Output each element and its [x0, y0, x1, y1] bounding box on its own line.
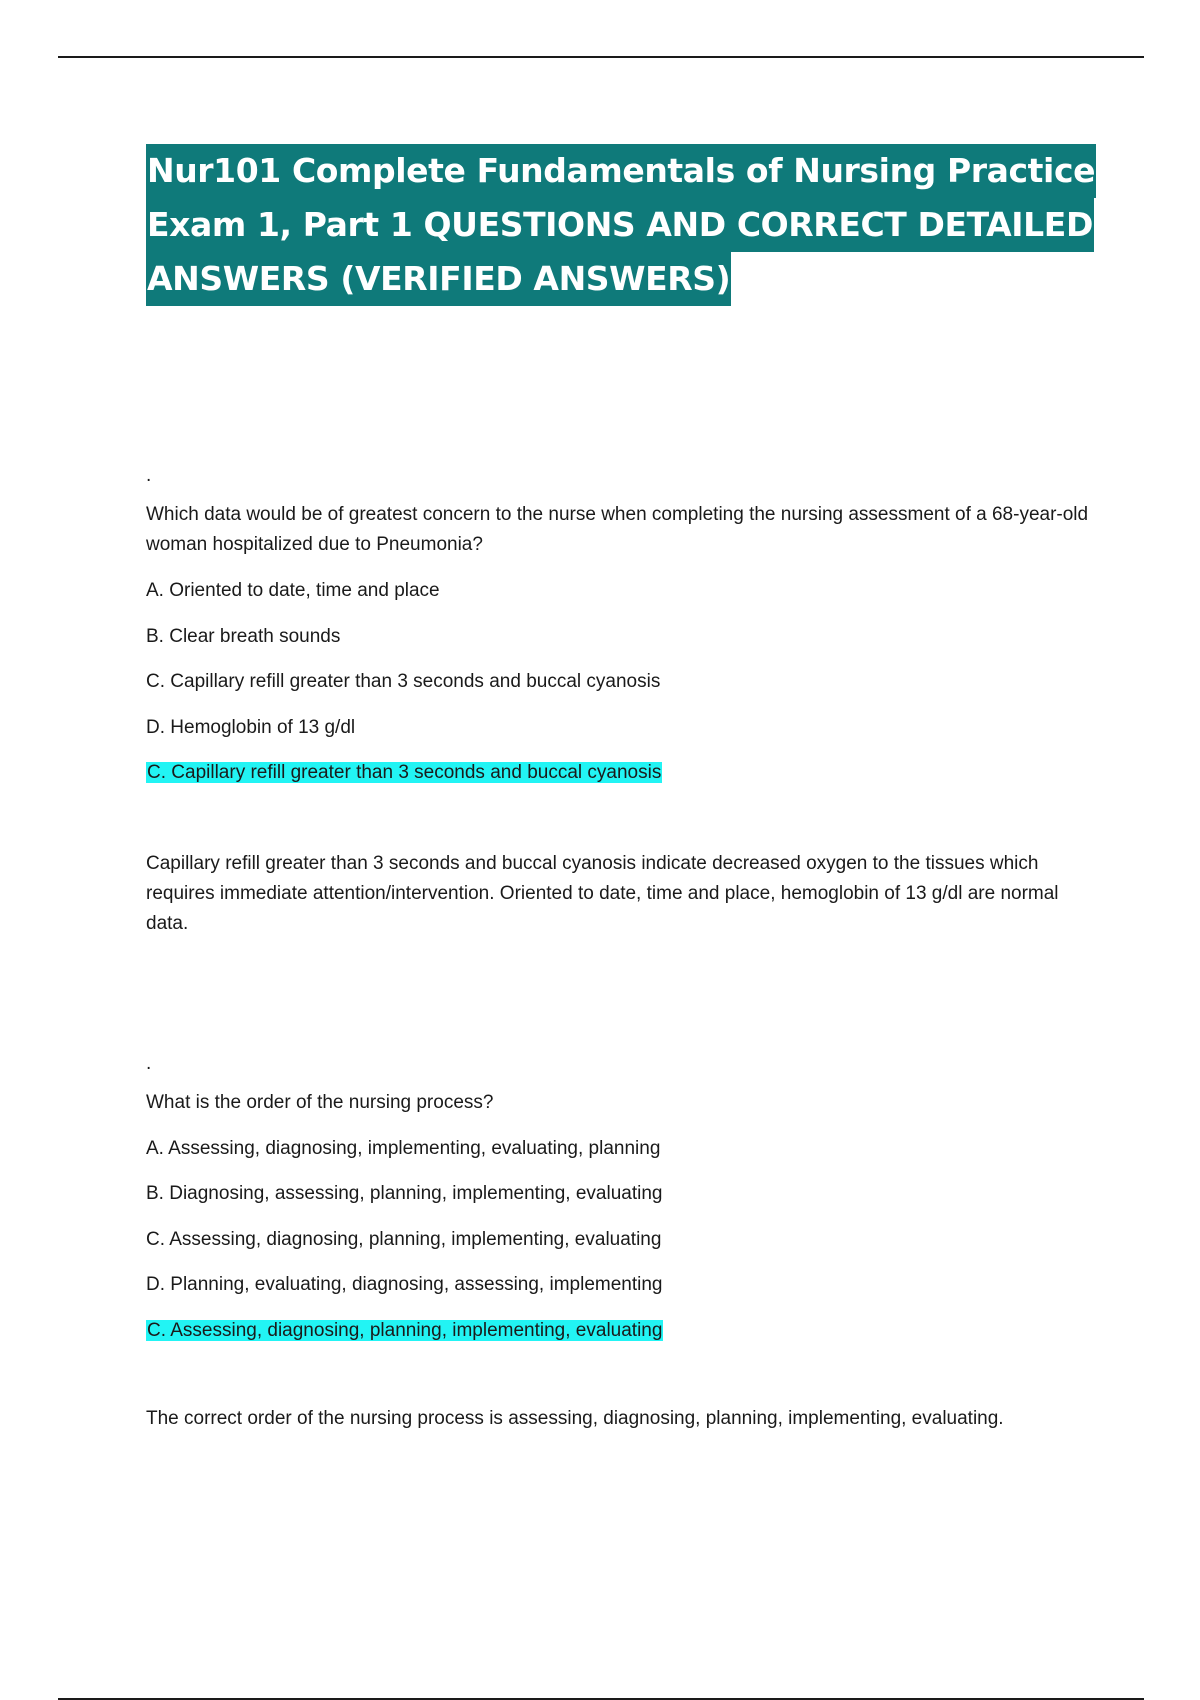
question-1-marker: . — [146, 465, 152, 486]
question-2-option-b: B. Diagnosing, assessing, planning, implementing, evaluating — [146, 1183, 663, 1204]
document-title — [146, 144, 1096, 306]
title-line-1: Nur101 Complete Fundamentals of Nursing Practice — [146, 144, 1096, 198]
question-1-option-a: A. Oriented to date, time and place — [146, 580, 440, 601]
title-line-2: Exam 1, Part 1 QUESTIONS AND CORRECT DETAILED — [146, 198, 1094, 252]
question-1-option-b: B. Clear breath sounds — [146, 626, 341, 647]
question-2-prompt: What is the order of the nursing process? — [146, 1092, 494, 1113]
title-line-3: ANSWERS (VERIFIED ANSWERS) — [146, 252, 731, 306]
question-2-rationale: The correct order of the nursing process is assessing, diagnosing, planning, implementing, evaluating. — [146, 1408, 1004, 1429]
question-2-option-c: C. Assessing, diagnosing, planning, implementing, evaluating — [146, 1229, 662, 1250]
question-1-answer-line — [146, 758, 662, 788]
top-rule — [58, 56, 1144, 58]
question-1-rationale: Capillary refill greater than 3 seconds and buccal cyanosis indicate decreased oxygen to the tissues which requires immediate attention/intervention. Oriented to date, time and place, hemoglobin of 13 g/dl are normal data. — [146, 853, 1059, 934]
question-1-option-c: C. Capillary refill greater than 3 seconds and buccal cyanosis — [146, 671, 661, 692]
question-2-option-a: A. Assessing, diagnosing, implementing, evaluating, planning — [146, 1138, 661, 1159]
question-1-option-d: D. Hemoglobin of 13 g/dl — [146, 717, 356, 738]
question-1-prompt: Which data would be of greatest concern to the nurse when completing the nursing assessment of a 68-year-old woman hospitalized due to Pneumonia? — [146, 504, 1089, 555]
question-2-answer-line — [146, 1316, 663, 1346]
question-2-marker: . — [146, 1053, 152, 1074]
question-1-correct-answer: C. Capillary refill greater than 3 seconds and buccal cyanosis — [147, 762, 662, 783]
question-2-correct-answer: C. Assessing, diagnosing, planning, implementing, evaluating — [147, 1320, 663, 1341]
question-2-option-d: D. Planning, evaluating, diagnosing, assessing, implementing — [146, 1274, 663, 1295]
